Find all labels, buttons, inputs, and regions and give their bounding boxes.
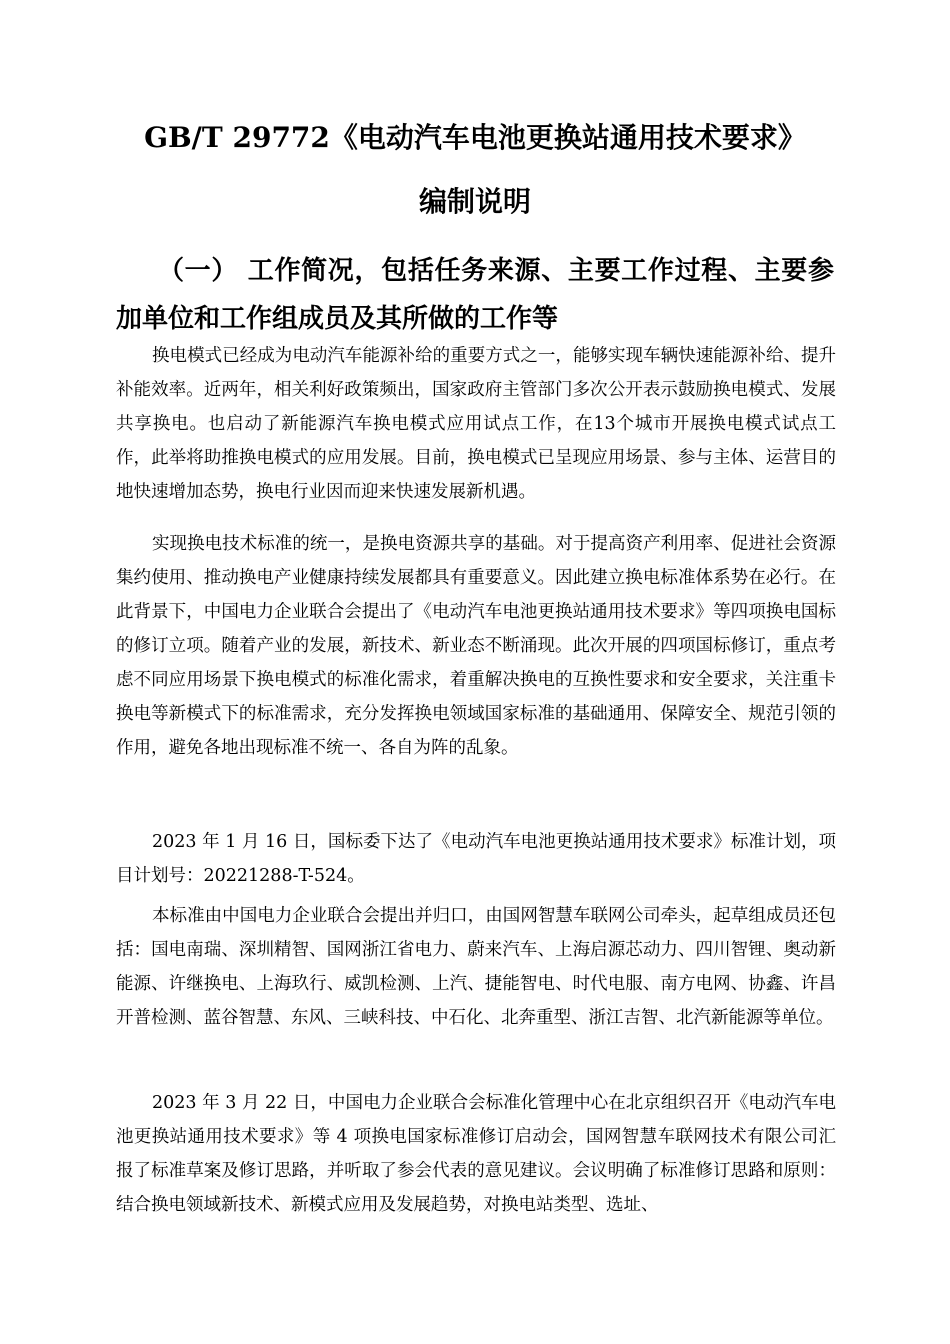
paragraph-background: 换电模式已经成为电动汽车能源补给的重要方式之一，能够实现车辆快速能源补给、提升补能效率。近两年，相关利好政策频出，国家政府主管部门多次公开表示鼓励换电模式、发展共享换电。也启动了新能源汽车换电模式应用试点工作，在13个城市开展换电模式试点工作，此举将助推换电模式的应用发展。目前，换电模式已呈现应用场景、参与主体、运营目的地快速增加态势，换电行业因而迎来快速发展新机遇。 bbox=[116, 346, 836, 502]
paragraph-standardization: 实现换电技术标准的统一，是换电资源共享的基础。对于提高资产利用率、促进社会资源集约使用、推动换电产业健康持续发展都具有重要意义。因此建立换电标准体系势在必行。在此背景下，中国电力企业联合会提出了《电动汽车电池更换站通用技术要求》等四项换电国标的修订立项。随着产业的发展，新技术、新业态不断涌现。此次开展的四项国标修订，重点考虑不同应用场景下换电模式的标准化需求，着重解决换电的互换性要求和安全要求，关注重卡换电等新模式下的标准需求，充分发挥换电领域国家标准的基础通用、保障安全、规范引领的作用，避免各地出现标准不统一、各自为阵的乱象。 bbox=[116, 534, 836, 758]
paragraph-kickoff-meeting: 2023 年 3 月 22 日，中国电力企业联合会标准化管理中心在北京组织召开《电动汽车电池更换站通用技术要求》等 4 项换电国家标准修订启动会，国网智慧车联网技术有限公司汇报了标准草案及修订思路，并听取了参会代表的意见建议。会议明确了标准修订思路和原则：结合换电领域新技术、新模式应用及发展趋势，对换电站类型、选址、 bbox=[116, 1093, 836, 1215]
paragraph-drafting-group: 本标准由中国电力企业联合会提出并归口，由国网智慧车联网公司牵头，起草组成员还包括：国电南瑞、深圳精智、国网浙江省电力、蔚来汽车、上海启源芯动力、四川智锂、奥动新能源、许继换电、上海玖行、威凯检测、上汽、捷能智电、时代电服、南方电网、协鑫、许昌开普检测、蓝谷智慧、东风、三峡科技、中石化、北奔重型、浙江吉智、北汽新能源等单位。 bbox=[116, 906, 836, 1028]
document-subtitle: 编制说明 bbox=[418, 185, 531, 218]
document-title: GB/T 29772《电动汽车电池更换站通用技术要求》 bbox=[144, 121, 806, 154]
paragraph-plan: 2023 年 1 月 16 日，国标委下达了《电动汽车电池更换站通用技术要求》标准计划，项目计划号：20221288-T-524。 bbox=[116, 832, 836, 886]
section-heading: （一） 工作简况，包括任务来源、主要工作过程、主要参加单位和工作组成员及其所做的工作等 bbox=[116, 256, 834, 334]
